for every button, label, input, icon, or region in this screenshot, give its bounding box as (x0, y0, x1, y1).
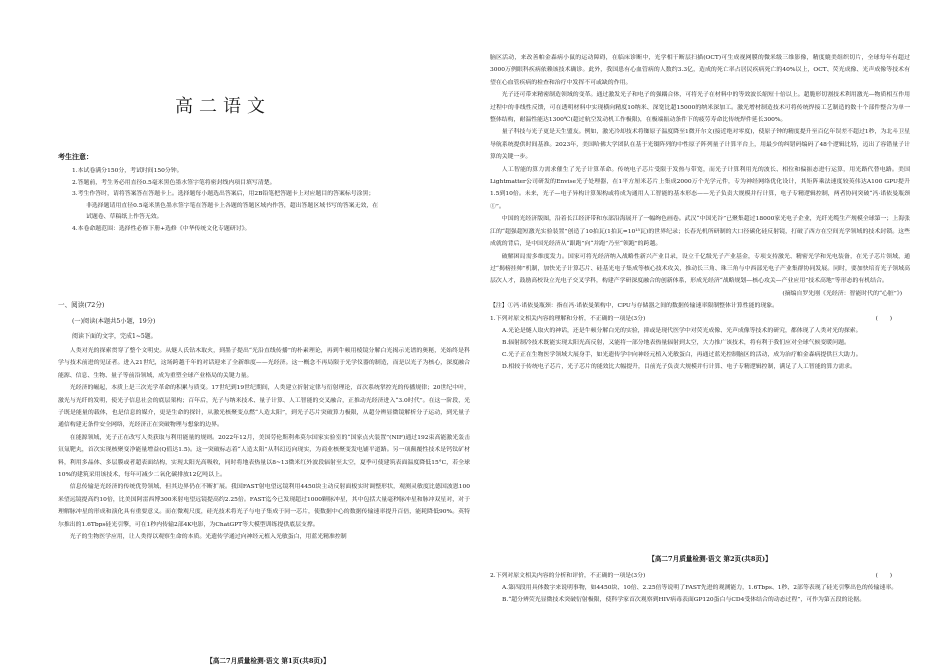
passage-left (58, 345, 470, 544)
page-footer: 【高二7月质量检测·语文 第2页(共8页)】 (648, 555, 772, 563)
answer-option: A.光论是燧人取火的神话，还是牛顿分解白光的实验，抑或是现代医学中对荧光成像、光声成像等技术的研究，都体现了人类对光的探索。 (502, 327, 862, 334)
question-stem: 2.下列对原文相关内容的分析和评价，不正确的一项是(3分) (490, 573, 646, 579)
answer-option: C.光子正在生物医学领域大展身手，如光遗传学中向神经元植入光敏蛋白，再通过蓝光控制脑区的活动，成为治疗帕金森病提供巨大助力。 (502, 351, 862, 358)
source-citation: (摘编自罗先刚《光经济：智能时代的“心脏”》) (782, 290, 902, 297)
question-2 (490, 570, 910, 606)
answer-paren[interactable]: ( ) (875, 315, 892, 322)
notice-item: 1.本试卷满分150分，考试时间150分钟。 (72, 168, 183, 174)
notice-item: 试题卷、草稿纸上作答无效。 (86, 214, 163, 221)
notice-item: 非选择题请用直径0.5毫米黑色墨水签字笔在答题卡上各题的答题区域内作答，超出答题区域书写的答案无效，在 (86, 202, 379, 209)
notice-item: 4.本卷命题范围：选择性必修下册+选修《中华传统文化专题研讨》。 (72, 225, 251, 232)
answer-option: D.相较于传统电子芯片，光子芯片的能效比大幅提升，目前光子负责大规模并行计算、电子专精逻辑控制，满足了人工智能的算力需求。 (502, 363, 856, 370)
passage-paragraph: 中国的光经济版图，沿着长江经济带和东部沿海展开了一幅绚色画卷。武汉“中国光谷”已聚集超过18000家光电子企业，光纤光缆生产规模全球第一；上海张江的“超强超短激光实验装置”创造了10拍瓦(1拍瓦=10¹⁵瓦)的世界纪录；长春光机所研制的大口径碳化硅反射镜，打破了西方在空间光学领域的技术封锁。这些成就的背后，是中国光经济从“跟跑”向“并跑”乃至“领跑”的跨越。 (490, 216, 910, 248)
exam-title: 高二语文 (175, 96, 271, 117)
passage-paragraph: 人类对光的探索贯穿了整个文明史。从燧人氏钻木取火，到墨子提出“光沿直线传播”的朴素理论，再到牛顿用棱镜分解白光揭示光谱的奥秘，光始终是科学与技术前进的见证者。进入21世纪，这场跨越千年的对话迎来了全新维度——光经济。这一概念不再局限于光学仪器的制造，而是以光子为核心，深度融合能源、信息、生物、量子等前沿领域，成为重塑全球产业格局的关键力量。 (58, 348, 470, 379)
passage-paragraph: 在能源领域，光子正在改写人类获取与利用能量的规则。2022年12月，美国劳伦斯利弗莫尔国家实验室的“国家点火装置”(NIF)通过192束高能激光轰击氘氚靶丸，首次实现核聚变净能量增益(Q值达1.5)。这一突破标志着“人造太阳”从科幻迈向现实，为商业核聚变发电铺平道路。另一项颠覆性技术是钙钛矿材料，利用多晶体、多层膜或者超表面结构，实现太阳光高吸收，同时将地表热量以8~13微米红外波段辐射至太空，夏季可使建筑表面温度降低15°C，若全球10%的建筑采用该技术，每年可减少二氧化碳排放12亿吨以上。 (58, 434, 470, 479)
question-1 (490, 313, 910, 373)
passage-paragraph: 光子的生物医学应用，让人类得以观察生命的本质。光遗传学通过向神经元植入光敏蛋白，用蓝光精准控制 (69, 534, 347, 541)
notice-list (72, 166, 470, 236)
section-heading: 一、阅读(72分) (58, 301, 105, 309)
subsection-heading: (一)阅读(本题共5小题，19分) (72, 318, 156, 325)
passage-paragraph: 脑区活动，来改善帕金森病小鼠的运动障碍，在临床诊断中，光学相干断层扫描(OCT)可生成视网膜的微米级三维影像，精度媲美组织切片，全球每年有超过3000万例眼科疾病依赖该技术确诊。此外，我国患有心血管病的人数约3.3亿，造成的死亡率占居民疾病死亡的40%以上，OCT、荧光成像、光声成像等技术有望在心血管疾病的检查和治疗中发挥不可或缺的作用。 (490, 55, 910, 86)
answer-option: B.“超分辨荧光显微技术突破衍射极限，使科学家首次观察到HIV病毒表面GP120蛋白与CD4受体结合的动态过程”，可作为第五段的论据。 (502, 597, 866, 603)
reading-instruction: 阅读下面的文字，完成1~5题。 (72, 333, 157, 340)
passage-paragraph: 量子科技与光子更是天生盟友。例如，激光冷却技术将铷原子温度降至1微开尔文(接近绝对零度)，使原子钟的精度提升至百亿年误差不超过1秒，为北斗卫星导航系统提供时间基准。2023年，美国哈佛大学团队在基于光镊阵列的中性原子阵列量子计算平台上，用最少的纠错码编码了48个逻辑比特，迈出了容错量子计算的关键一步。 (490, 129, 910, 161)
passage-right (490, 52, 910, 373)
answer-option: B.辐射制冷技术既能实现太阳光高反射，又能将一部分地表热量辐射到太空，大力推广该技术，将有利于我们应对全球气候变暖问题。 (502, 339, 850, 346)
passage-paragraph: 光子还可带来精密制造领域的变革。通过激发光子和电子的强耦合体，可将光子在材料中的等效波长缩短十倍以上。超脆形切割技术利用激光—物质相互作用过程中的非线性反馈，可在透明材料中实现横向精度10纳米、深宽比超15000的纳米深加工。激光增材制造技术可将传统焊接工艺制造的数十个部件整合为单一整体结构，耐温性能达1300℃(超过航空发动机工作极限)，在极端振动条件下的疲劳寿命比传统焊件延长300%。 (490, 92, 910, 124)
answer-option: A.第四段用具体数字来说明事物，如4450块、10倍、2.25倍等说明了FAST先进的观测能力，1.6Tbps、1秒、2部等表现了硅光引擎出色的传输速率。 (502, 585, 898, 591)
notice-item: 2.答题前，考生务必用直径0.5毫米黑色墨水签字笔将密封线内项目填写清楚。 (72, 179, 276, 186)
page-footer: 【高二7月质量检测·语文 第1页(共8页)】 (206, 657, 330, 665)
passage-paragraph: 信息传输是光经济的传统优势领域，但其边界仍在不断扩展。我国FAST射电望远镜利用4450块主动反射面板实时调整形状，观测灵敏度比德国波恩100米望远镜提高约10倍，比美国阿雷西博300米射电望远镜提高约2.25倍。FAST迄今已发现超过1000颗脉冲星，其中包括大量毫秒脉冲星和脉冲双星对，对于理解脉冲星的形成和演化具有重要意义。而在微观尺度，硅光技术将光子与电子集成于同一芯片，使数据中心的数据传输速率提升百倍，能耗降低90%。英特尔推出的1.6Tbps硅光引擎，可在1秒内传输2部4K电影，为ChatGPT等大模型训练提供底层支撑。 (58, 484, 470, 528)
passage-paragraph: 破解困局需多维度发力。国家可将光经济纳入战略性新兴产业目录，设立千亿级光子产业基金，专项支持激光、精密光学和光电装备，在光子芯片领域，通过“揭榜挂帅”机制，加快光子计算芯片、硅基光电子集成等核心技术攻关，推动长三角、珠三角与中西部光电子产业集群协同发展。同时，要加快培育光子领域高层次人才，鼓励高校设立光电子交叉学科，构建产学研深度融合的创新体系，形成光经济“战略规划—核心攻关—产业应用”技术高地”等形态的有机结合。 (490, 253, 910, 285)
answer-paren[interactable]: ( ) (875, 573, 892, 579)
notice-item: 3.考生作答时，请将答案答在答题卡上。选择题每小题选出答案后，用2B铅笔把答题卡上对应题目的答案标号涂黑； (72, 191, 375, 198)
footnote: 【注】①冯·诺依曼瓶颈：指在冯·诺依曼架构中，CPU与存储器之间的数据传输速率限制整体计算性能的现象。 (490, 303, 779, 310)
passage-paragraph: 光经济的崛起，本质上是三次光学革命的积累与质变。17世纪到19世纪期间，人类建立折射定律与衍射理论，首次系统掌控光的传播规律；20世纪中叶，激光与光纤的发明，使光子信息社会的底层架构；百年后，光子与纳米技术、量子计算、人工智能的交叉融合，正推动光经济进入“3.0时代”。在这一阶段，光子既是能量的载体，也是信息的媒介，更是生命的探针，从激光核聚变点燃“人造太阳”，到光子芯片突破算力极限，从超分辨显微镜解析分子运动，到光量子通信构建无条件安全网络，光经济正在突破物理与想象的边界。 (58, 385, 470, 429)
passage-paragraph: 人工智能的算力需求催生了光子计算革命。传统电子芯片受限于发热与带宽，而光子计算利用光的波长、相位和偏振态进行运算，用光路代替电路。美国Lightmatter公司研发的Envise光子处理器，在1平方厘米芯片上集成2000万个光学元件，专为神经网络优化设计，其矩阵乘法速度较英伟达A100 GPU提升1.5到10倍。未来，光子—电子异构计算架构或将成为通用人工智能的基本形态——光子负责大规模并行计算，电子专精逻辑控制，两者协同突破“冯·诺依曼瓶颈①”。 (490, 166, 910, 210)
notice-heading: 考生注意： (58, 152, 93, 161)
question-stem: 1.下列对原文相关内容的理解和分析，不正确的一项是(3分) (490, 315, 646, 322)
